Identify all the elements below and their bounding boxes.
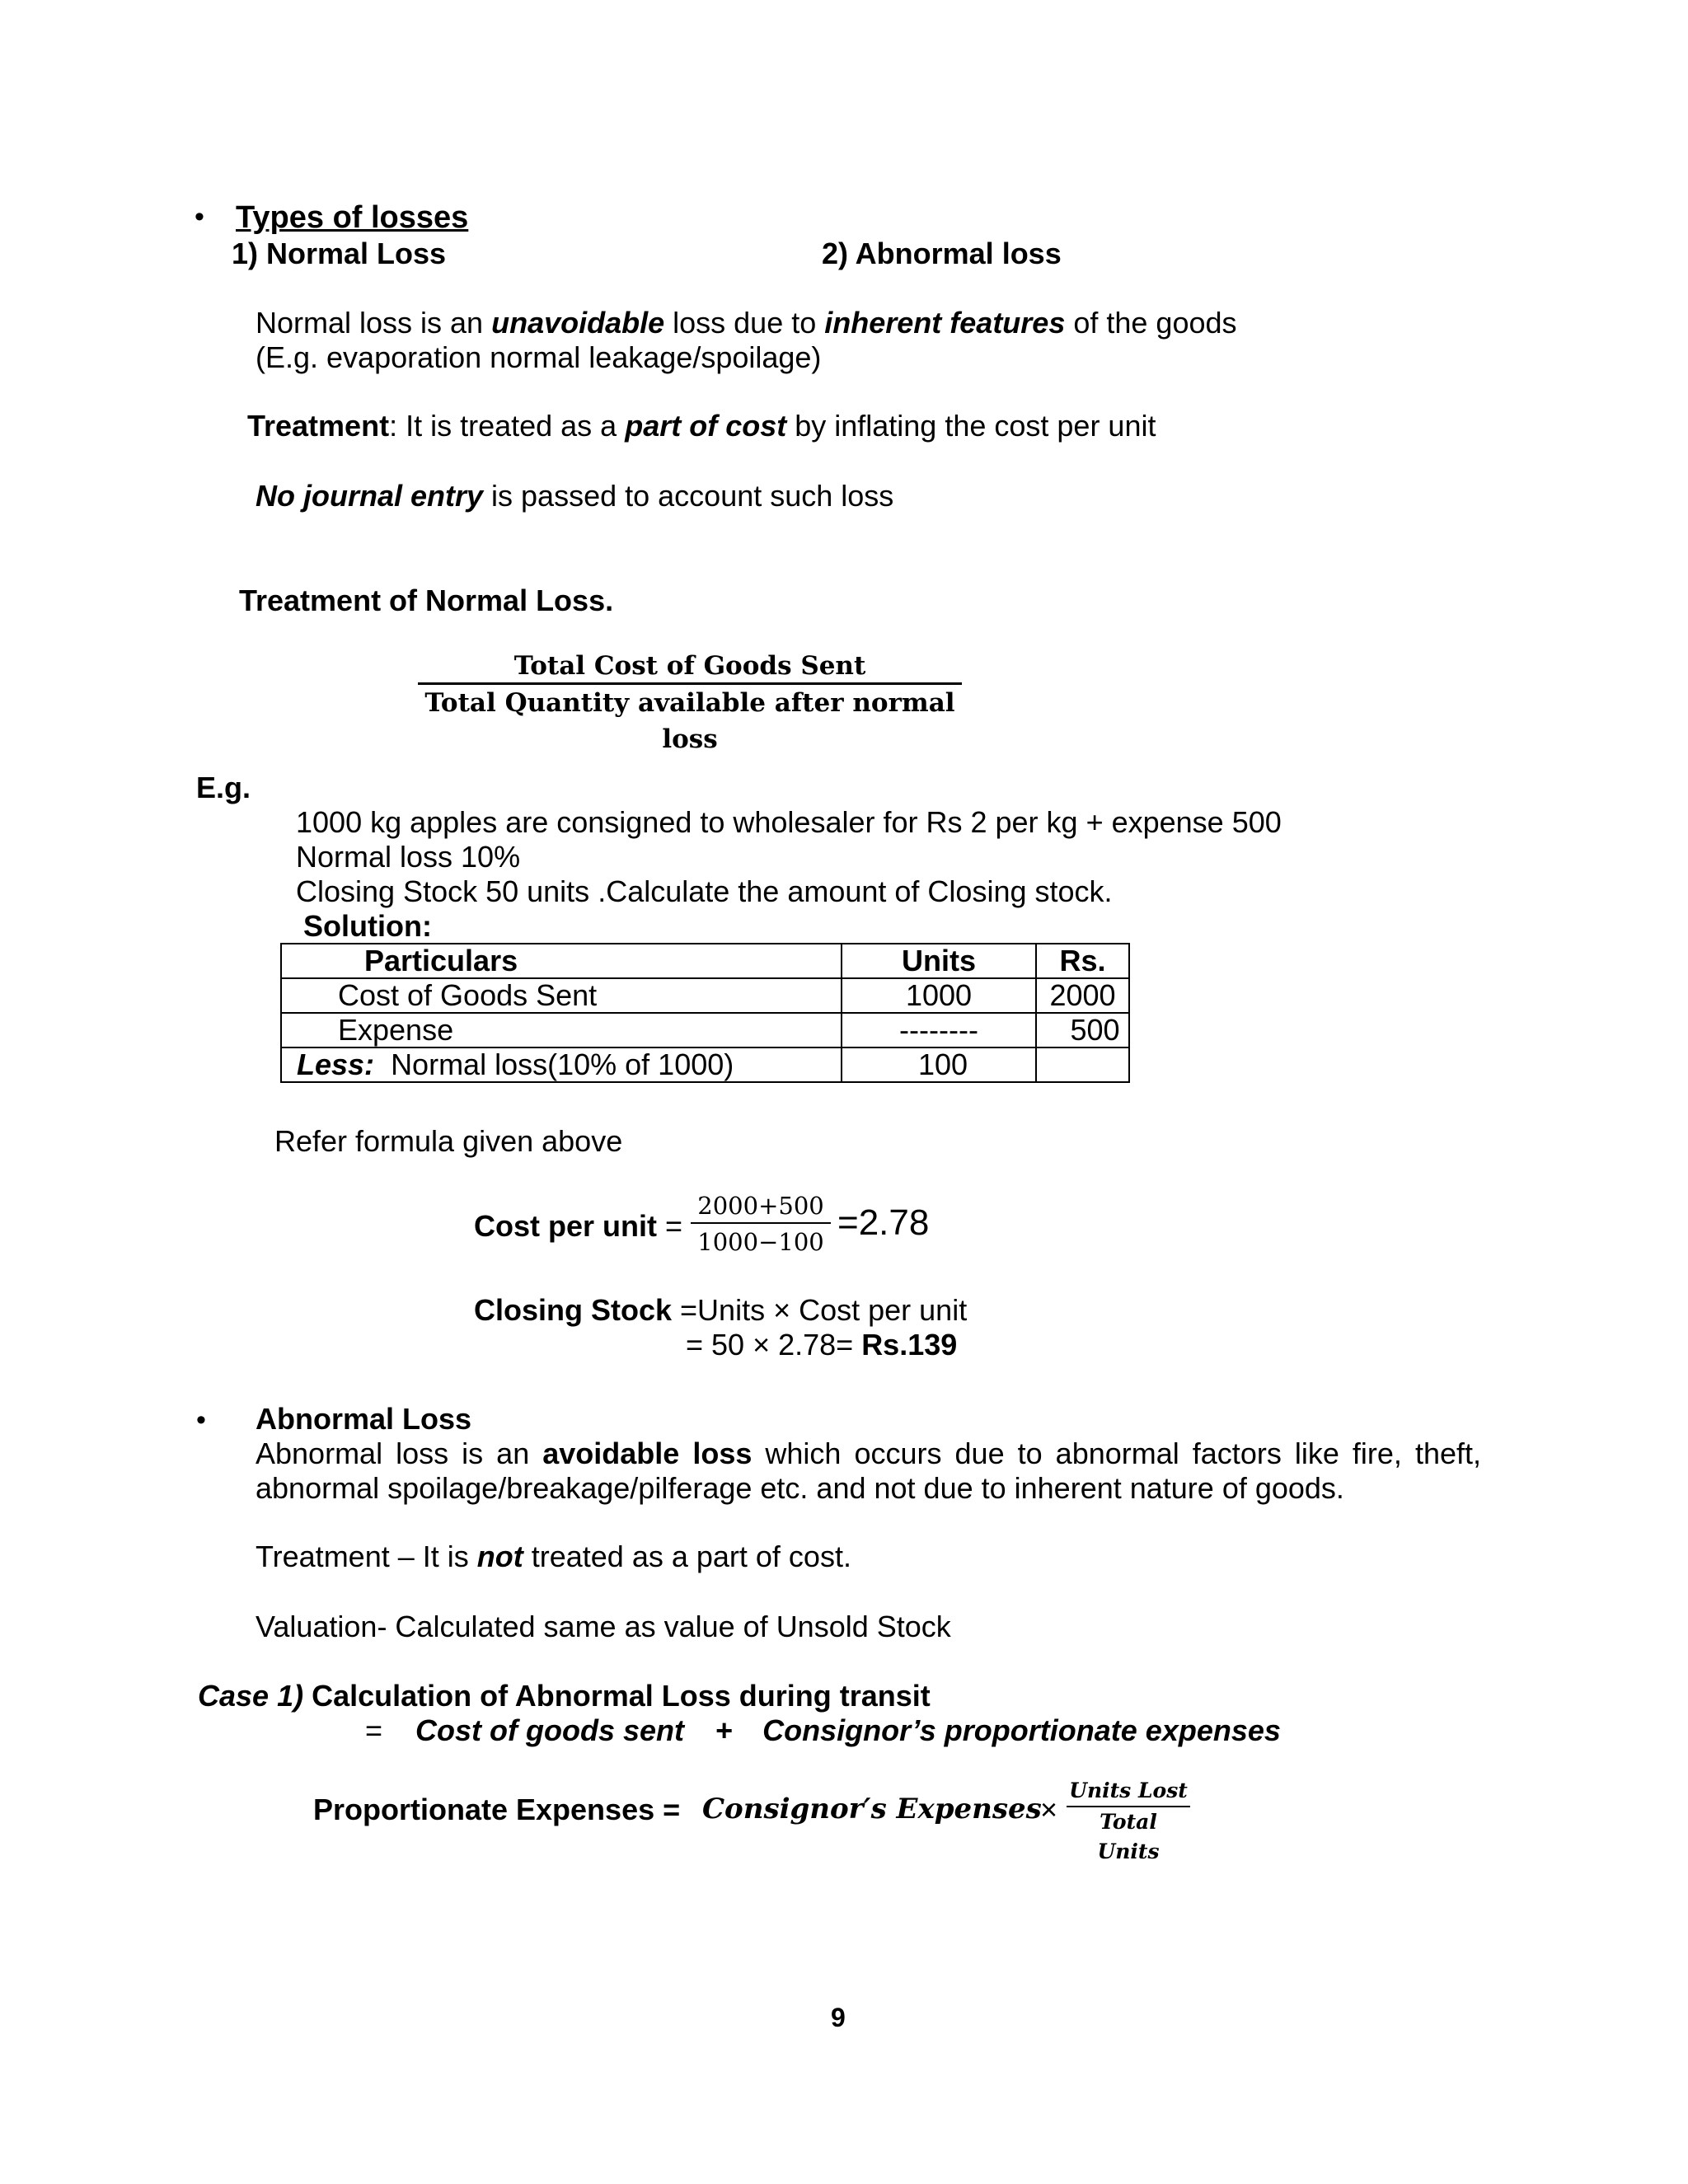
example-line-3: Closing Stock 50 units .Calculate the amount of Closing stock. bbox=[296, 874, 1113, 908]
table-row bbox=[281, 1013, 1129, 1047]
treatment-label: Treatment bbox=[247, 409, 390, 443]
table-header-row bbox=[281, 944, 1129, 978]
def-inherent-features: inherent features bbox=[824, 306, 1066, 340]
normal-loss-treatment bbox=[247, 409, 1156, 443]
treatment-text-a: : It is treated as a bbox=[389, 409, 626, 443]
proportionate-fraction bbox=[1067, 1776, 1190, 1867]
example-line-1: 1000 kg apples are consigned to wholesaler for Rs 2 per kg + expense 500 bbox=[296, 805, 1282, 839]
abnormal-treat-c: treated as a part of cost. bbox=[523, 1540, 851, 1573]
header-particulars: Particulars bbox=[281, 944, 842, 978]
less-label: Less: bbox=[297, 1047, 375, 1081]
closing-stock-result: Rs.139 bbox=[861, 1328, 958, 1361]
refer-formula-text: Refer formula given above bbox=[274, 1124, 623, 1158]
normal-loss-example-line: (E.g. evaporation normal leakage/spoilage) bbox=[256, 340, 822, 374]
case-1-plus: + bbox=[715, 1713, 734, 1747]
cpu-numerator: 2000+500 bbox=[697, 1192, 824, 1220]
header-rs: Rs. bbox=[1036, 944, 1129, 978]
case-1-cost-of-goods-sent: Cost of goods sent bbox=[415, 1713, 685, 1747]
row-particular-less bbox=[281, 1047, 842, 1082]
row-rs: 2000 bbox=[1036, 978, 1129, 1013]
formula-numerator: Total Cost of Goods Sent bbox=[513, 651, 866, 681]
page-number: 9 bbox=[831, 2003, 846, 2032]
abnormal-treat-not: not bbox=[476, 1540, 523, 1573]
abnormal-def-a: Abnormal loss is an bbox=[256, 1436, 543, 1470]
abnormal-def-avoidable-loss: avoidable loss bbox=[542, 1436, 753, 1470]
table-row bbox=[281, 1047, 1129, 1082]
example-line-2: Normal loss 10% bbox=[296, 840, 521, 874]
row-particular: Cost of Goods Sent bbox=[281, 978, 842, 1013]
solution-label: Solution: bbox=[303, 909, 432, 943]
cost-per-unit-eq: = bbox=[657, 1209, 683, 1243]
case-1-eq: = bbox=[365, 1713, 383, 1747]
treatment-part-of-cost: part of cost bbox=[625, 409, 787, 443]
table-row bbox=[281, 978, 1129, 1013]
proportionate-expenses-label: Proportionate Expenses = bbox=[313, 1793, 681, 1826]
def-text-a: Normal loss is an bbox=[256, 306, 492, 340]
abnormal-loss-definition bbox=[256, 1436, 1481, 1506]
abnormal-treatment-line bbox=[256, 1540, 851, 1574]
closing-stock-formula: =Units × Cost per unit bbox=[672, 1293, 968, 1327]
abnormal-def-c: which occurs due to abnormal factors like fire, theft, abnormal spoilage/breakage/pilferage etc. and not due to inherent nature of goods. bbox=[256, 1436, 1481, 1505]
row-units: 1000 bbox=[842, 978, 1036, 1013]
no-journal-entry: No journal entry bbox=[256, 479, 484, 513]
no-journal-entry-text: is passed to account such loss bbox=[483, 479, 894, 513]
case-1-proportionate-expenses: Consignor’s proportionate expenses bbox=[762, 1713, 1281, 1747]
cost-per-unit-result: =2.78 bbox=[837, 1202, 930, 1243]
closing-stock-label: Closing Stock bbox=[474, 1293, 673, 1327]
normal-loss-item: 1) Normal Loss bbox=[232, 237, 447, 270]
normal-loss-formula bbox=[418, 649, 962, 757]
abnormal-loss-heading: Abnormal Loss bbox=[256, 1402, 472, 1436]
abnormal-loss-item: 2) Abnormal loss bbox=[822, 237, 1062, 270]
normal-loss-definition bbox=[256, 306, 1237, 340]
no-journal-entry-line bbox=[256, 479, 893, 513]
cost-per-unit-fraction bbox=[691, 1189, 831, 1260]
header-units: Units bbox=[842, 944, 1036, 978]
prop-numerator: Units Lost bbox=[1069, 1779, 1188, 1802]
case-1-formula bbox=[365, 1713, 1281, 1748]
formula-denominator: Total Quantity available after normal loss bbox=[424, 688, 955, 754]
row-units: 100 bbox=[842, 1047, 1036, 1082]
abnormal-treat-a: Treatment – It is bbox=[256, 1540, 477, 1573]
row-particular: Expense bbox=[281, 1013, 842, 1047]
bullet-abnormal-loss: • bbox=[196, 1404, 206, 1436]
closing-stock-calc: = 50 × 2.78= bbox=[686, 1328, 862, 1361]
cpu-denominator: 1000−100 bbox=[697, 1228, 824, 1256]
proportionate-times: × bbox=[1040, 1793, 1058, 1826]
closing-stock-calc-line bbox=[686, 1328, 957, 1362]
proportionate-expenses-expr: Consignor′s Expenses bbox=[702, 1793, 1042, 1825]
def-text-c: loss due to bbox=[664, 306, 825, 340]
case-1-label: Case 1) bbox=[198, 1679, 304, 1713]
solution-table bbox=[280, 943, 1130, 1083]
def-text-e: of the goods bbox=[1065, 306, 1237, 340]
case-1-heading bbox=[198, 1679, 931, 1713]
row-units: -------- bbox=[842, 1013, 1036, 1047]
case-1-text: Calculation of Abnormal Loss during transit bbox=[303, 1679, 931, 1713]
prop-denominator: Total Units bbox=[1097, 1810, 1160, 1863]
treatment-text-c: by inflating the cost per unit bbox=[786, 409, 1156, 443]
row-rs bbox=[1036, 1047, 1129, 1082]
bullet-types-of-losses: • bbox=[195, 201, 204, 232]
valuation-line: Valuation- Calculated same as value of Unsold Stock bbox=[256, 1610, 951, 1643]
example-label: E.g. bbox=[196, 771, 251, 804]
cost-per-unit-line bbox=[474, 1209, 682, 1244]
types-of-losses-heading: Types of losses bbox=[236, 200, 469, 235]
cost-per-unit-label: Cost per unit bbox=[474, 1209, 657, 1243]
def-unavoidable: unavoidable bbox=[491, 306, 665, 340]
treatment-of-normal-loss-heading: Treatment of Normal Loss. bbox=[239, 583, 614, 617]
row-rs: 500 bbox=[1036, 1013, 1129, 1047]
closing-stock-line bbox=[474, 1293, 967, 1328]
row-particular: Normal loss(10% of 1000) bbox=[391, 1047, 734, 1081]
